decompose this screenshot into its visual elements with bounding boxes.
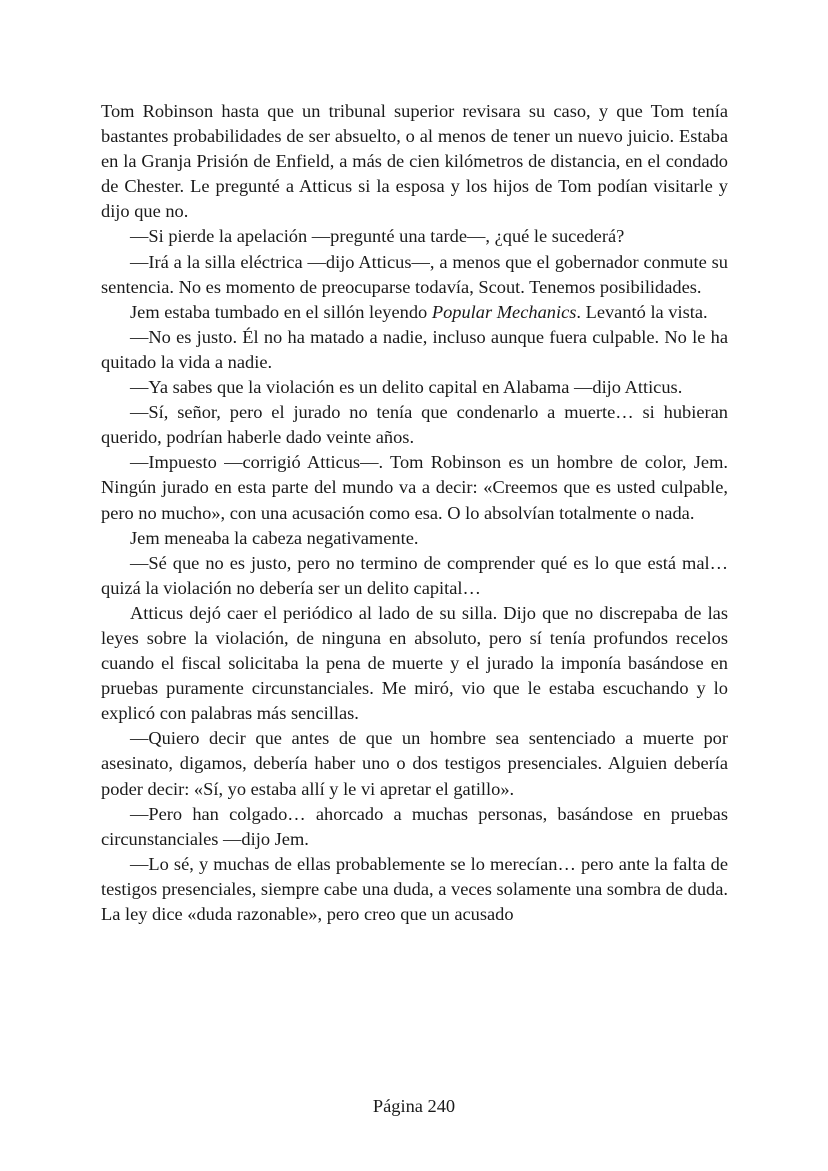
paragraph: Atticus dejó caer el periódico al lado de su silla. Dijo que no discrepaba de las leyes sobre la violación, de ninguna en absoluto, pero sí tenía profundos recelos cuando el fiscal solicitaba la pena de muerte y el jurado la imponía basándose en pruebas puramente circunstanciales. Me miró, vio que le estaba escuchando y lo explicó con palabras más sencillas. — [101, 602, 728, 724]
body-text — [101, 99, 728, 927]
paragraph: —Pero han colgado… ahorcado a muchas personas, basándose en pruebas circunstanciales —dijo Jem. — [101, 803, 728, 849]
paragraph — [101, 300, 728, 325]
paragraph: Jem meneaba la cabeza negativamente. — [130, 527, 419, 548]
paragraph: —Impuesto —corrigió Atticus—. Tom Robinson es un hombre de color, Jem. Ningún jurado en esta parte del mundo va a decir: «Creemos que es usted culpable, pero no mucho», con una acusación como esa. O lo absolvían totalmente o nada. — [101, 452, 728, 523]
paragraph: —Irá a la silla eléctrica —dijo Atticus—, a menos que el gobernador conmute su sentencia. No es momento de preocuparse todavía, Scout. Tenemos posibilidades. — [101, 251, 728, 297]
paragraph: —No es justo. Él no ha matado a nadie, incluso aunque fuera culpable. No le ha quitado la vida a nadie. — [101, 326, 728, 372]
book-title-italic: Popular Mechanics — [431, 301, 577, 322]
paragraph-text: . Levantó la vista. — [576, 301, 708, 322]
paragraph: Tom Robinson hasta que un tribunal superior revisara su caso, y que Tom tenía bastantes probabilidades de ser absuelto, o al menos de tener un nuevo juicio. Estaba en la Granja Prisión de Enfield, a más de cien kilómetros de distancia, en el condado de Chester. Le pregunté a Atticus si la esposa y los hijos de Tom podían visitarle y dijo que no. — [101, 101, 728, 222]
paragraph: —Ya sabes que la violación es un delito capital en Alabama —dijo Atticus. — [130, 377, 683, 398]
paragraph-text: Jem estaba tumbado en el sillón leyendo — [130, 301, 432, 322]
paragraph: —Lo sé, y muchas de ellas probablemente se lo merecían… pero ante la falta de testigos presenciales, siempre cabe una duda, a veces solamente una sombra de duda. La ley dice «duda razonable», pero creo que un acusado — [101, 853, 728, 924]
paragraph: —Sé que no es justo, pero no termino de comprender qué es lo que está mal… quizá la violación no debería ser un delito capital… — [101, 552, 728, 598]
paragraph: —Sí, señor, pero el jurado no tenía que condenarlo a muerte… si hubieran querido, podrían haberle dado veinte años. — [101, 402, 728, 448]
paragraph: —Quiero decir que antes de que un hombre sea sentenciado a muerte por asesinato, digamos, debería haber uno o dos testigos presenciales. Alguien debería poder decir: «Sí, yo estaba allí y le vi apretar el gatillo». — [101, 728, 728, 799]
page-number: Página 240 — [372, 1096, 456, 1116]
paragraph: —Si pierde la apelación —pregunté una tarde—, ¿qué le sucederá? — [130, 226, 625, 247]
